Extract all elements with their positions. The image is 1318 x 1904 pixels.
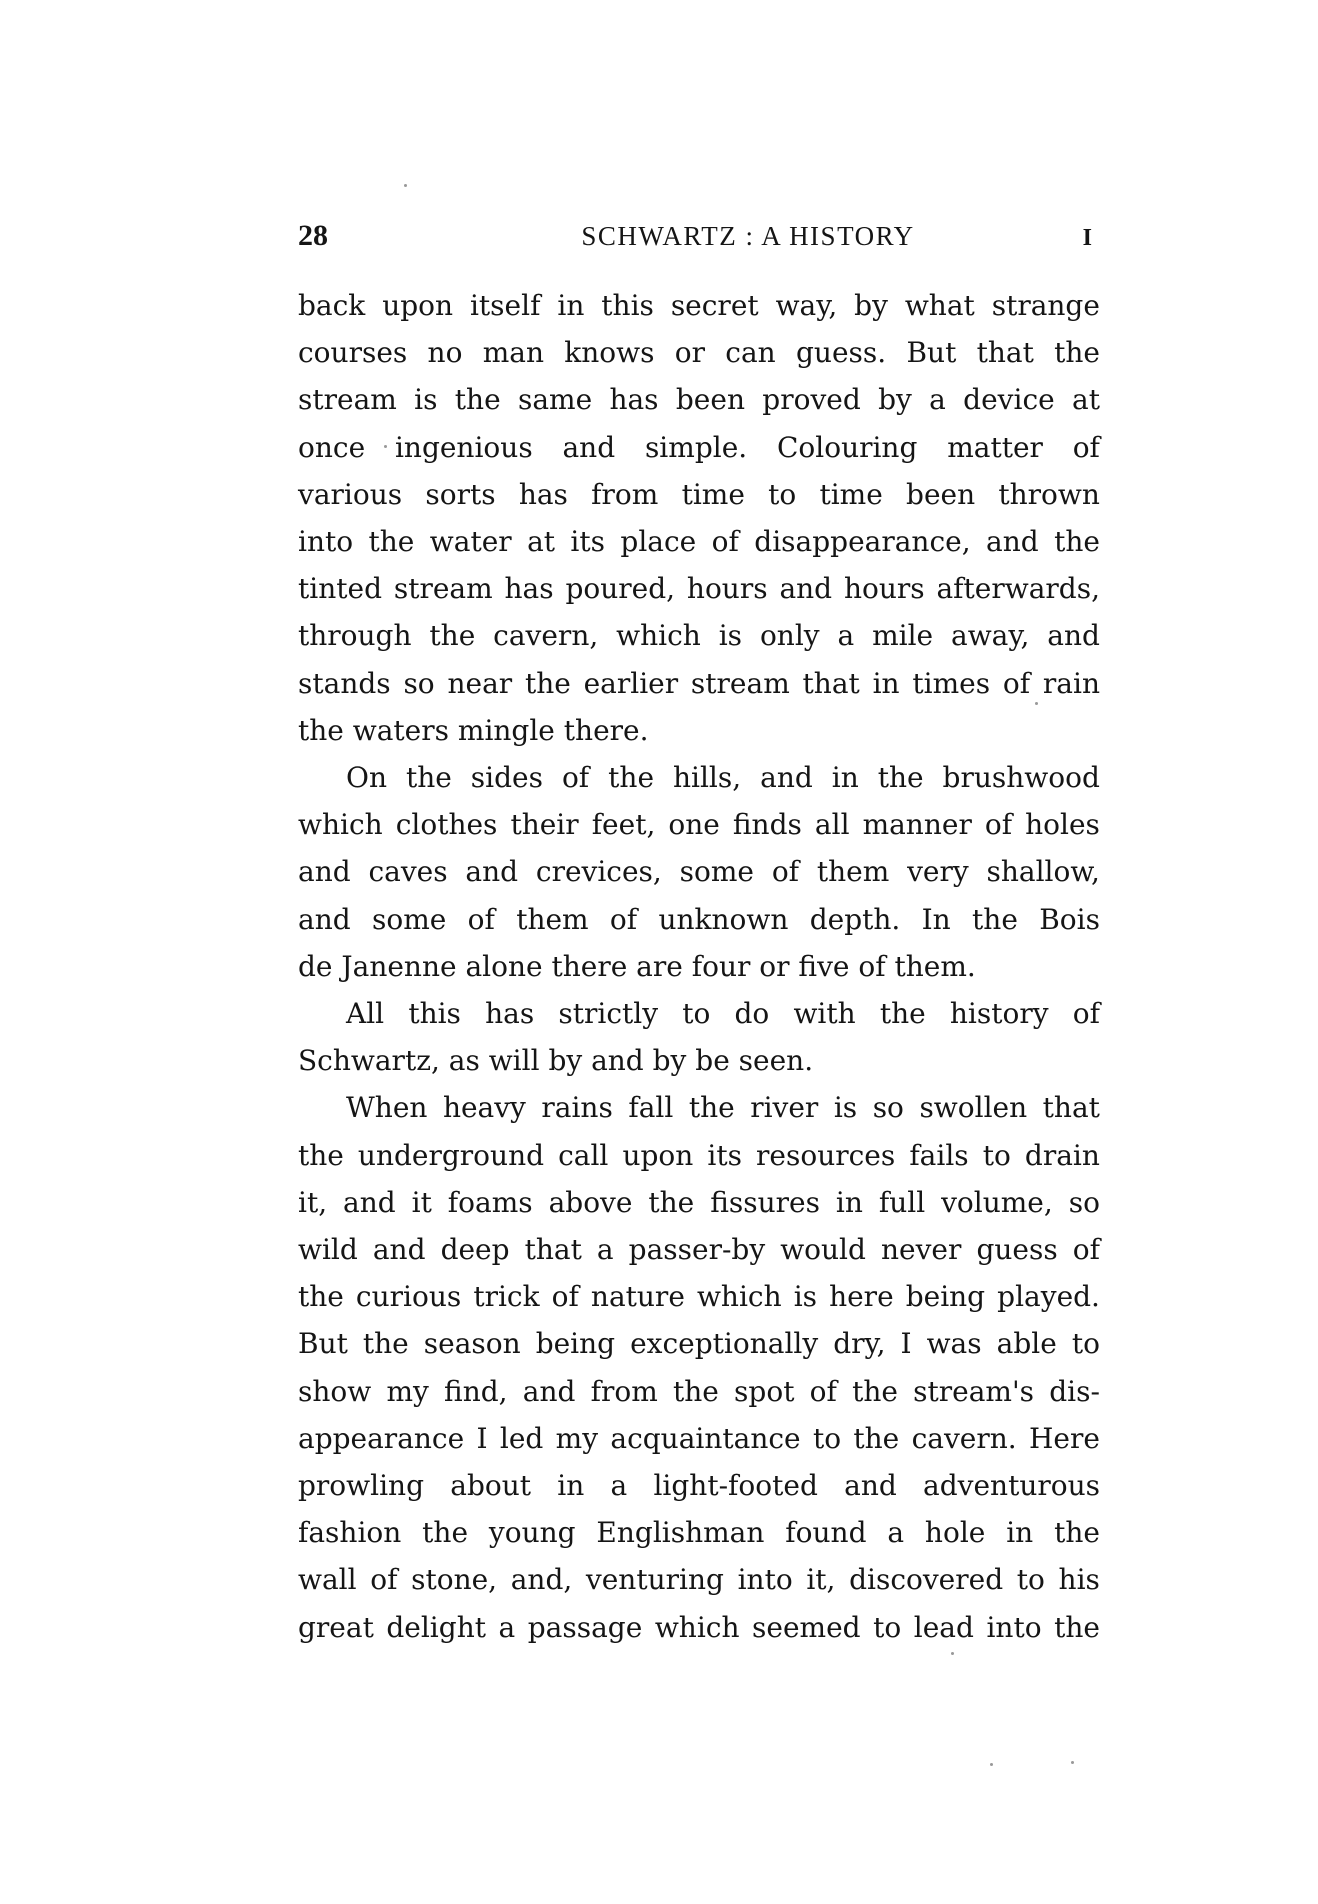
word: or [674,336,706,370]
text-line-27 [298,1509,1100,1556]
word: been [675,383,745,417]
word: been [906,477,976,511]
word: the [362,1327,409,1361]
word: has [609,383,659,417]
word: When [346,1091,428,1125]
word: adventurous [923,1469,1100,1503]
word: full [878,1185,926,1219]
word: proved [762,383,861,417]
word: Englishman [596,1516,765,1550]
word: Bois [1039,902,1100,936]
text-line-20 [298,1179,1100,1226]
word: from [591,477,659,511]
paper-speck [1071,1761,1074,1764]
word: rain [1042,666,1100,700]
word: no [427,336,463,370]
word: courses [298,336,408,370]
word: tinted [298,572,382,606]
word: their [510,808,579,842]
word: never [881,1233,962,1267]
word: sides [470,761,543,795]
word: of [561,761,590,795]
text-line-5 [298,471,1100,518]
word: was [926,1327,982,1361]
word: fails [909,1138,969,1172]
word: the [429,619,476,653]
word: strictly [558,997,659,1031]
word: crevices, [535,855,662,889]
text-line-9 [298,660,1100,707]
word: the [1054,336,1100,370]
word: holes [1025,808,1100,842]
word: in [557,289,585,322]
word: to [812,1421,842,1455]
word: his [1058,1563,1100,1597]
word: resources [756,1138,896,1172]
word: secret [670,289,759,322]
text-line-7 [298,565,1100,612]
text-line-1 [298,282,1100,329]
word: the [648,1185,695,1219]
text-line-16 [298,990,1100,1037]
word: acquaintance [610,1421,801,1455]
word: curious [355,1280,462,1314]
text-line-28 [298,1556,1100,1603]
word: has [485,997,535,1031]
word: once [298,430,366,464]
word: so [872,1091,904,1125]
word: some [679,855,754,889]
word: upon [622,1138,694,1172]
word: mile [872,619,934,653]
word: at [527,525,556,559]
word: stream [298,383,397,417]
word: On [346,761,387,795]
word: the [422,1516,469,1550]
word: one [668,808,720,842]
word: by [878,383,912,417]
word: to [873,1610,902,1644]
word: trick [473,1280,540,1314]
word: of [984,808,1013,842]
word: about [450,1469,532,1503]
word: this [408,997,461,1031]
word: that [802,666,860,700]
word: same [517,383,593,417]
word: passage [527,1610,643,1644]
word: can [725,336,776,370]
word: and, [510,1563,573,1597]
word: to [1071,1327,1100,1361]
word: water [429,525,512,559]
word: place [620,525,697,559]
word: to [982,1138,1011,1172]
word: a [837,619,855,653]
word: spot [734,1374,795,1408]
word: seemed [752,1610,861,1644]
word: to [682,997,711,1031]
word: time [819,477,883,511]
word: in [872,666,900,700]
word: has [518,477,568,511]
word: time [681,477,745,511]
word: it [411,1185,432,1219]
word: prowling [298,1469,424,1503]
word: fall [628,1091,674,1125]
word: above [548,1185,633,1219]
word: would [780,1233,866,1267]
word: deep [440,1233,510,1267]
word: the [972,902,1018,936]
word: near [447,666,513,700]
word: the [608,761,655,795]
word: of [370,1563,398,1597]
text-line-17: Schwartz, as will by and by be seen. [298,1044,814,1078]
word: strange [991,289,1100,322]
word: and [343,1185,396,1219]
text-line-25 [298,1415,1100,1462]
word: so [403,666,435,700]
word: is [793,1280,818,1314]
word: itself [469,289,541,322]
running-title: SCHWARTZ : A HISTORY [581,221,915,251]
word: stream's [913,1374,1035,1408]
word: a [498,1610,516,1644]
word: it, [298,1185,328,1219]
word: call [558,1138,609,1172]
word: earlier [583,666,679,700]
word: and [522,1374,576,1408]
text-line-14 [298,896,1100,943]
word: I [900,1327,912,1361]
word: times [912,666,991,700]
word: of [1072,430,1100,464]
word: drain [1024,1138,1100,1172]
word: of [809,1374,837,1408]
word: is [833,1091,858,1125]
word: of [771,855,800,889]
text-line-15: de Janenne alone there are four or five of them. [298,949,976,983]
word: afterwards, [936,572,1100,606]
word: the [879,997,926,1031]
word: the [454,383,501,417]
word: swollen [919,1091,1028,1125]
word: and [986,525,1039,559]
text-line-13 [298,848,1100,895]
word: in [835,1185,863,1219]
word: in [831,761,859,795]
word: lead [913,1610,974,1644]
text-line-23 [298,1320,1100,1367]
word: and [298,855,351,889]
word: All [346,997,385,1031]
text-line-2 [298,329,1100,376]
word: unknown [658,902,789,936]
word: of [1072,1233,1100,1267]
word: In [921,902,951,936]
word: disappearance, [754,525,971,559]
word: dis- [1049,1374,1100,1408]
word: the [877,761,924,795]
word: the [524,666,571,700]
word: that [1042,1091,1100,1125]
word: and [1047,619,1100,653]
word: stands [298,666,391,700]
word: cavern. [911,1421,1017,1455]
word: caves [368,855,448,889]
word: heavy [442,1091,526,1125]
word: hours [843,572,925,606]
word: man [482,336,544,370]
word: depth. [809,902,901,936]
word: the [298,1280,344,1314]
word: its [707,1138,742,1172]
word: history [949,997,1049,1031]
text-line-29 [298,1604,1100,1651]
word: stone, [411,1563,498,1597]
word: is [414,383,438,417]
word: various [298,477,403,511]
word: found [785,1516,867,1550]
word: But [298,1327,348,1361]
word: great [298,1610,374,1644]
word: which [654,1610,740,1644]
word: young [488,1516,576,1550]
word: my [386,1374,429,1408]
word: discovered [849,1563,1004,1597]
word: played. [997,1280,1100,1314]
word: I [476,1421,488,1455]
word: venturing [585,1563,724,1597]
text-line-22 [298,1273,1100,1320]
text-line-6 [298,518,1100,565]
paper-speck [951,1652,954,1655]
word: hole [924,1516,986,1550]
word: and [372,1233,426,1267]
word: a [610,1469,628,1503]
word: sorts [425,477,496,511]
word: Colouring [776,430,918,464]
text-line-26 [298,1462,1100,1509]
text-line-18 [298,1084,1100,1131]
word: in [1006,1516,1034,1550]
word: clothes [395,808,498,842]
word: the [1054,1610,1100,1644]
word: cavern, [493,619,599,653]
word: Here [1029,1421,1100,1455]
word: and [465,855,519,889]
word: matter [947,430,1043,464]
word: wild [298,1233,358,1267]
word: my [555,1421,599,1455]
word: But [906,336,957,370]
word: some [371,902,447,936]
word: its [570,525,605,559]
word: which [298,808,383,842]
word: to [1016,1563,1045,1597]
word: the [368,525,415,559]
word: do [734,997,770,1031]
word: poured, [565,572,676,606]
word: only [759,619,820,653]
word: shallow, [986,855,1100,889]
word: guess [976,1233,1058,1267]
word: this [601,289,654,322]
word: it, [806,1563,836,1597]
page-number: 28 [298,219,328,252]
word: find, [444,1374,508,1408]
text-line-11 [298,754,1100,801]
word: the [298,1138,344,1172]
word: finds [732,808,802,842]
word: at [1072,383,1100,417]
text-line-24 [298,1368,1100,1415]
word: and [844,1469,897,1503]
word: of [1072,997,1100,1031]
word: which [696,1280,782,1314]
word: back [298,289,366,322]
word: river [750,1091,819,1125]
word: way, [775,289,838,322]
word: of [467,902,495,936]
word: dry, [833,1327,886,1361]
word: thrown [998,477,1100,511]
word: a [596,1233,614,1267]
word: rains [541,1091,613,1125]
word: show [298,1374,372,1408]
body-text [298,282,1100,1651]
word: ingenious [394,430,533,464]
word: through [298,619,412,653]
text-line-8 [298,612,1100,659]
text-line-21 [298,1226,1100,1273]
word: exceptionally [630,1327,819,1361]
word: and [298,902,351,936]
word: led [499,1421,544,1455]
word: that [976,336,1034,370]
word: and [779,572,833,606]
word: and [562,430,616,464]
word: from [590,1374,658,1408]
word: volume, [941,1185,1053,1219]
text-line-10: the waters mingle there. [298,713,649,747]
word: fissures [710,1185,820,1219]
text-line-12 [298,801,1100,848]
word: of [1002,666,1031,700]
text-line-19 [298,1132,1100,1179]
word: and [760,761,813,795]
word: into [298,525,354,559]
word: a [887,1516,905,1550]
word: underground [357,1138,545,1172]
word: of [711,525,739,559]
word: the [853,1421,900,1455]
word: knows [564,336,655,370]
word: into [737,1563,793,1597]
word: in [557,1469,585,1503]
word: away, [951,619,1030,653]
running-head [298,214,1100,258]
word: season [423,1327,521,1361]
word: feet, [591,808,656,842]
word: delight [386,1610,486,1644]
word: them [516,902,589,936]
word: appearance [298,1421,465,1455]
word: device [963,383,1055,417]
word: very [907,855,969,889]
word: here [829,1280,894,1314]
text-line-4 [298,424,1100,471]
word: passer-by [628,1233,766,1267]
word: stream [690,666,790,700]
word: them [816,855,890,889]
paper-speck [1035,702,1038,705]
paper-speck [384,445,387,448]
word: being [905,1280,986,1314]
word: foams [447,1185,533,1219]
word: the [405,761,452,795]
paper-speck [404,184,407,187]
word: which [616,619,701,653]
word: hills, [672,761,742,795]
word: has [504,572,554,606]
word: a [929,383,946,417]
signature-mark: I [1082,225,1092,251]
word: the [1054,525,1100,559]
word: nature [590,1280,685,1314]
word: that [524,1233,582,1267]
word: brushwood [942,761,1100,795]
word: wall [298,1563,357,1597]
word: the [688,1091,735,1125]
word: light-footed [653,1469,818,1503]
word: manner [862,808,972,842]
word: the [672,1374,719,1408]
word: fashion [298,1516,402,1550]
text-line-3 [298,376,1100,423]
word: by [854,289,888,322]
word: able [996,1327,1057,1361]
word: of [609,902,638,936]
word: what [904,289,975,322]
word: with [793,997,856,1031]
paper-speck [990,1763,993,1766]
word: is [718,619,743,653]
word: the [852,1374,898,1408]
word: into [986,1610,1042,1644]
word: simple. [644,430,748,464]
word: hours [686,572,768,606]
word: guess. [796,336,887,370]
word: to [768,477,797,511]
word: the [1054,1516,1100,1550]
word: all [814,808,850,842]
word: stream [393,572,493,606]
word: upon [382,289,454,322]
word: being [535,1327,616,1361]
word: of [551,1280,579,1314]
word: so [1068,1185,1100,1219]
